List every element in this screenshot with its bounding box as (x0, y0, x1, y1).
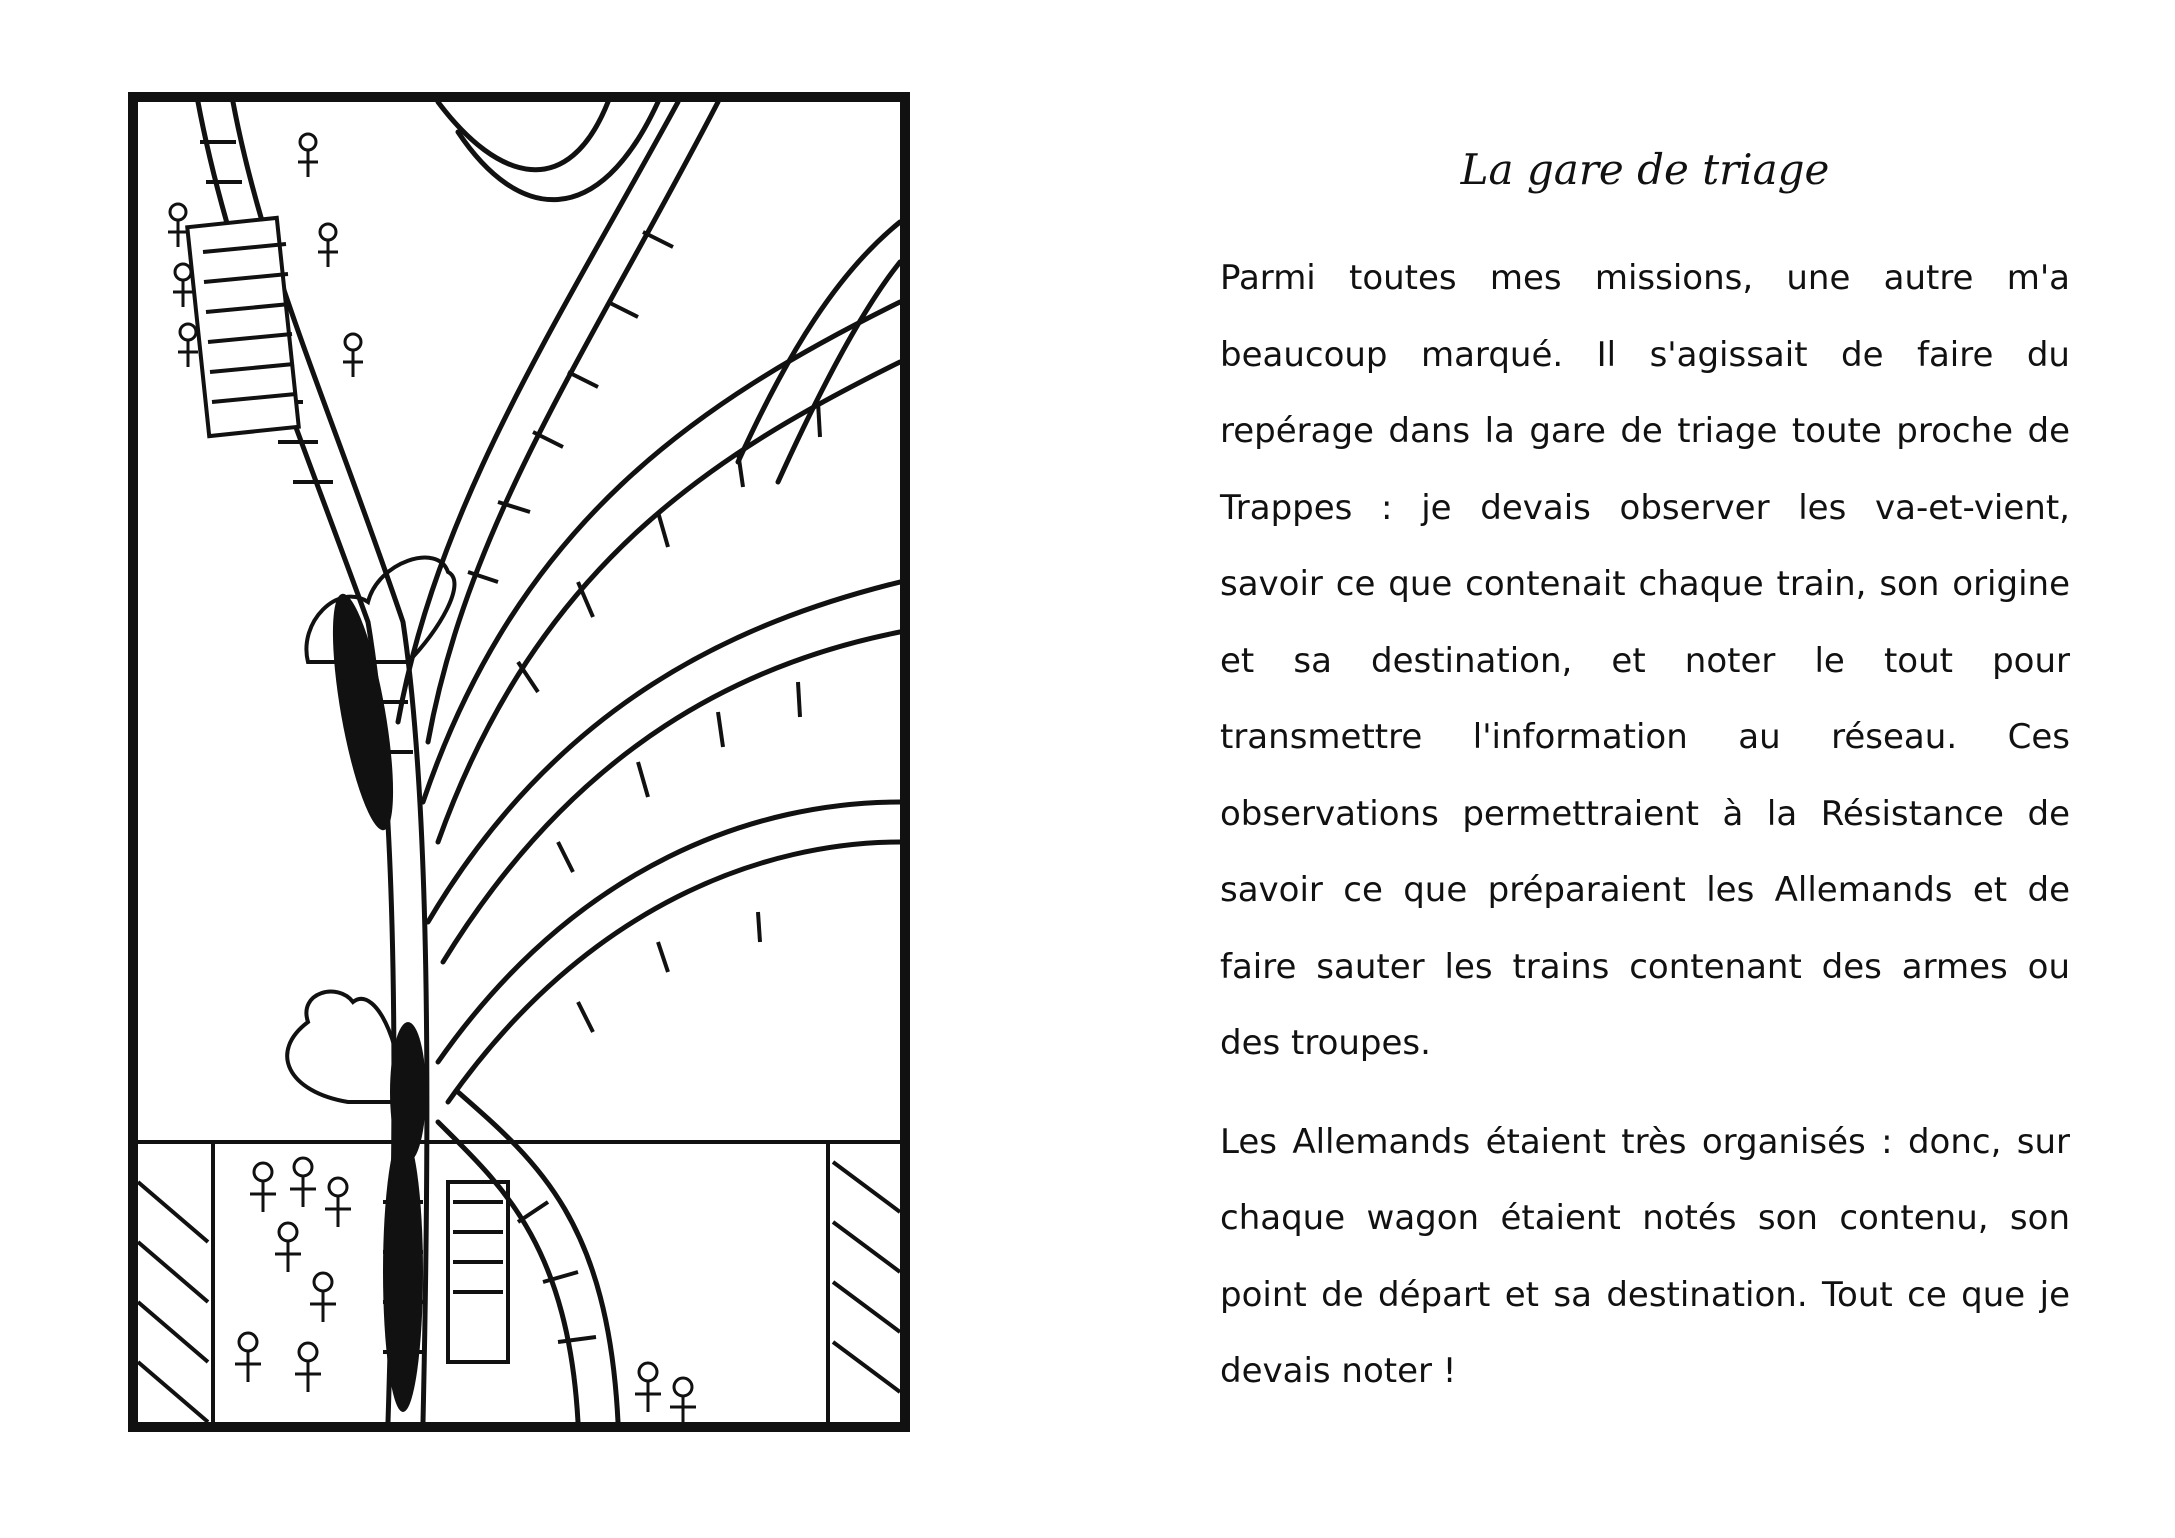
text-column (1220, 130, 2070, 1432)
platform (138, 1142, 900, 1422)
wagon-block (187, 218, 298, 436)
dark-train-1 (320, 590, 405, 834)
paragraph-1: Parmi toutes mes missions, une autre m'a beaucoup marqué. Il s'agissait de faire du repérage dans la gare de triage toute proche de Trappes : je devais observer les va-et-vient, savoir ce que contenait chaque train, son origine et sa destination, et noter le tout pour transmettre l'information au réseau. Ces observations permettraient à la Résistance de savoir ce que préparaient les Allemands et de faire sauter les trains contenant des armes ou des troupes. (1220, 258, 2070, 1063)
branch-track-1 (398, 102, 678, 722)
dark-train-3 (383, 1132, 423, 1412)
smoke-cloud-1 (306, 558, 454, 662)
paragraph-2: Les Allemands étaient très organisés : donc, sur chaque wagon étaient notés son contenu, son point de départ et sa destination. Tout ce que je devais noter ! (1220, 1121, 2070, 1391)
smoke-cloud-2 (287, 992, 400, 1102)
railway-yard-drawing (128, 92, 910, 1432)
page-title: La gare de triage (1460, 145, 1830, 194)
branch-track-4 (438, 802, 900, 1062)
drawing-canvas (138, 102, 900, 1422)
